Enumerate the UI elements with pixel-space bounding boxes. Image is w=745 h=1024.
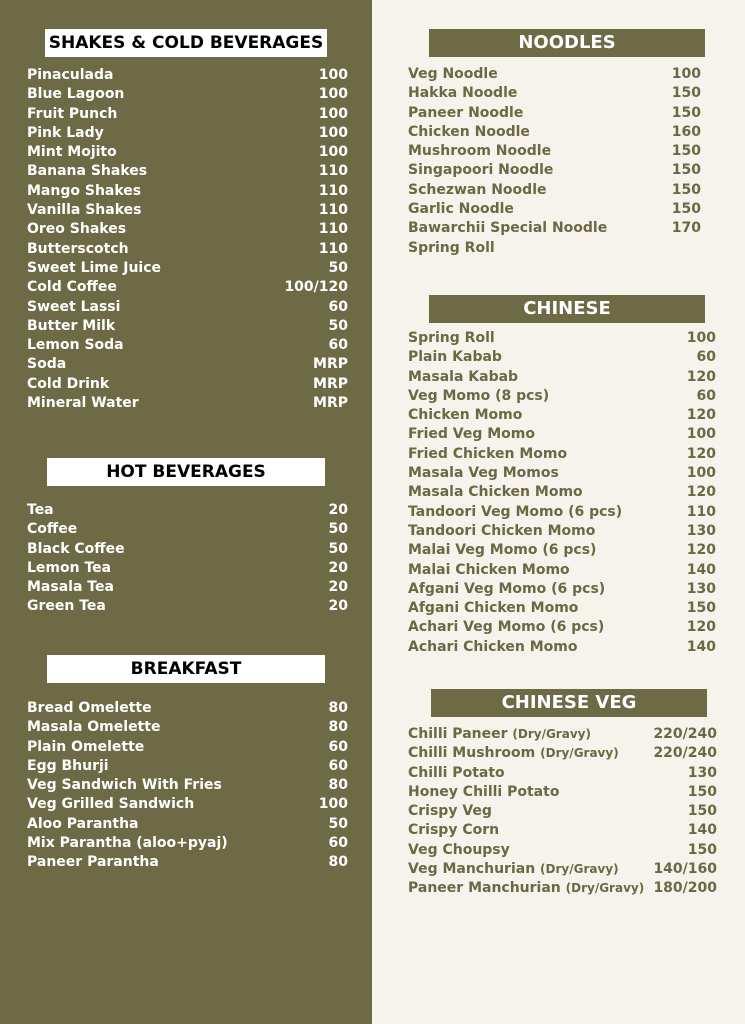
menu-item-price: MRP xyxy=(313,375,348,392)
menu-item-name-group xyxy=(27,259,161,278)
menu-item-price: 80 xyxy=(328,777,348,794)
menu-item-price: 100 xyxy=(318,796,348,813)
menu-item-name: Chilli Paneer xyxy=(408,726,508,742)
menu-item-name-group xyxy=(27,559,111,578)
menu-item-price: 130 xyxy=(687,764,717,781)
menu-item-name-group xyxy=(27,162,147,181)
menu-item-name-group xyxy=(408,161,553,180)
menu-item-name-group xyxy=(27,105,117,124)
menu-item-price: 50 xyxy=(328,815,348,832)
menu-item-name: Paneer Manchurian xyxy=(408,880,561,897)
menu-item xyxy=(27,336,348,355)
menu-item xyxy=(408,725,717,744)
menu-item-price: 60 xyxy=(696,349,716,366)
menu-item-name: Crispy Veg xyxy=(408,803,492,820)
menu-item xyxy=(408,181,701,200)
menu-item-name-group xyxy=(27,815,139,834)
menu-item-price: 100 xyxy=(686,465,716,482)
menu-item xyxy=(27,355,348,374)
menu-item-name: Chicken Noodle xyxy=(408,123,530,140)
menu-item-name-group xyxy=(27,240,129,259)
menu-item xyxy=(27,259,348,278)
menu-item-name: Lemon Soda xyxy=(27,337,124,354)
menu-item-name: Veg Sandwich With Fries xyxy=(27,777,222,794)
menu-item xyxy=(27,853,348,872)
menu-item-name-group xyxy=(408,425,535,444)
menu-item-name-group xyxy=(408,329,495,348)
menu-item xyxy=(408,744,717,763)
menu-item-name: Tea xyxy=(27,502,54,518)
menu-item-name-group xyxy=(408,65,498,84)
menu-item-name: Chilli Mushroom xyxy=(408,745,536,762)
menu-item xyxy=(408,580,716,599)
menu-item-name-group xyxy=(408,142,551,161)
menu-item xyxy=(27,776,348,795)
menu-item-name: Cold Coffee xyxy=(27,279,117,296)
menu-item xyxy=(27,317,348,336)
menu-item-price: 80 xyxy=(328,700,348,716)
menu-item xyxy=(408,638,716,657)
menu-item xyxy=(27,394,348,413)
menu-item-name: Achari Veg Momo (6 pcs) xyxy=(408,619,605,636)
menu-item-price: 150 xyxy=(687,841,717,858)
menu-item-name: Pink Lady xyxy=(27,124,104,141)
menu-item xyxy=(27,540,348,559)
menu-item xyxy=(27,124,348,143)
menu-item-name: Tandoori Chicken Momo xyxy=(408,522,596,539)
left-panel xyxy=(0,0,372,1024)
chinese-list xyxy=(408,329,716,657)
menu-item-price: 150 xyxy=(687,783,717,800)
menu-item-name: Mushroom Noodle xyxy=(408,143,552,160)
menu-item-price: 120 xyxy=(686,542,716,559)
menu-item-name-group xyxy=(27,278,117,297)
menu-item-name: Mango Shakes xyxy=(27,182,142,199)
menu-item xyxy=(27,834,348,853)
menu-item-name-group xyxy=(408,406,522,425)
menu-item-name-group xyxy=(408,84,517,103)
menu-item-name-group xyxy=(27,699,152,718)
menu-item-name-group xyxy=(27,375,109,394)
menu-item-price: 140 xyxy=(687,822,717,839)
menu-item xyxy=(408,764,717,783)
menu-item xyxy=(408,348,716,367)
menu-item xyxy=(27,578,348,597)
menu-item-name-group xyxy=(27,336,124,355)
menu-item-price: 110 xyxy=(318,163,348,180)
menu-item-price: 150 xyxy=(671,85,701,102)
menu-item xyxy=(408,860,717,879)
menu-item-name: Chilli Potato xyxy=(408,764,505,781)
menu-item-name-group xyxy=(408,104,523,123)
menu-item-name: Schezwan Noodle xyxy=(408,181,547,198)
menu-item-name-group xyxy=(27,124,104,143)
menu-item-price: 20 xyxy=(328,598,348,615)
menu-item-name-group xyxy=(27,718,160,737)
menu-item-name: Veg Manchurian xyxy=(408,861,536,878)
menu-item xyxy=(27,815,348,834)
menu-item-price: 110 xyxy=(318,240,348,257)
menu-item-name: Plain Omelette xyxy=(27,738,145,755)
menu-item-name-group xyxy=(408,464,559,483)
menu-item-price: 150 xyxy=(686,600,716,617)
menu-item-price: 150 xyxy=(671,143,701,160)
menu-item-price: 100 xyxy=(686,330,716,346)
menu-item-price: 100 xyxy=(318,105,348,122)
menu-item-name: Oreo Shakes xyxy=(27,221,127,238)
menu-item-price: 20 xyxy=(328,579,348,596)
menu-item-name: Malai Veg Momo (6 pcs) xyxy=(408,542,597,559)
menu-item-price: 60 xyxy=(696,387,716,404)
menu-item-name-group xyxy=(408,219,607,238)
menu-item-name: Paneer Parantha xyxy=(27,854,159,871)
menu-item-name: Mint Mojito xyxy=(27,144,117,161)
noodles-list xyxy=(408,65,701,258)
menu-item xyxy=(27,597,348,616)
menu-item xyxy=(408,142,701,161)
menu-item xyxy=(408,879,717,898)
menu-item-name-group xyxy=(27,853,159,872)
menu-item-name-group xyxy=(408,200,514,219)
chinese-veg-list xyxy=(408,725,717,899)
menu-item xyxy=(408,406,716,425)
menu-item-name: Veg Grilled Sandwich xyxy=(27,796,195,813)
menu-item-name: Masala Chicken Momo xyxy=(408,484,583,501)
menu-item-name-group xyxy=(408,387,549,406)
menu-item-name: Banana Shakes xyxy=(27,163,148,180)
menu-item xyxy=(27,66,348,85)
menu-item-name-group xyxy=(408,580,605,599)
menu-item-name-group xyxy=(408,764,505,783)
menu-item-price: 60 xyxy=(328,835,348,852)
menu-item-name-group xyxy=(408,123,530,142)
right-panel xyxy=(372,0,745,1024)
menu-item xyxy=(27,757,348,776)
menu-item-price: 100 xyxy=(318,144,348,161)
menu-item xyxy=(408,123,701,142)
menu-item xyxy=(408,368,716,387)
menu-item-price: 120 xyxy=(686,619,716,636)
menu-item-name-group xyxy=(27,501,54,520)
menu-item-name-group xyxy=(27,220,126,239)
menu-item xyxy=(408,425,716,444)
menu-item-price: 110 xyxy=(318,182,348,199)
menu-item xyxy=(408,200,701,219)
menu-item xyxy=(408,783,717,802)
menu-item-name-group xyxy=(408,483,583,502)
menu-item xyxy=(27,182,348,201)
menu-item-name-group xyxy=(27,355,66,374)
menu-item-name: Afgani Veg Momo (6 pcs) xyxy=(408,580,606,597)
menu-item-name: Egg Bhurji xyxy=(27,757,109,774)
menu-item-name-group xyxy=(27,298,120,317)
menu-item-name-group xyxy=(408,561,570,580)
menu-item-name: Spring Roll xyxy=(408,330,495,346)
hot-beverages-list xyxy=(27,501,348,617)
menu-item-price: 100 xyxy=(318,67,348,83)
menu-item-name: Vanilla Shakes xyxy=(27,202,142,219)
menu-item xyxy=(408,329,716,348)
menu-item-name: Lemon Tea xyxy=(27,559,112,576)
menu-item xyxy=(27,201,348,220)
menu-item xyxy=(408,483,716,502)
shakes-list xyxy=(27,66,348,413)
breakfast-list xyxy=(27,699,348,873)
menu-item xyxy=(27,501,348,520)
menu-item-name: Veg Noodle xyxy=(408,66,498,82)
menu-item-name: Green Tea xyxy=(27,598,106,615)
menu-item-price: 130 xyxy=(686,580,716,597)
menu-item-name: Soda xyxy=(27,356,67,373)
menu-item-name-group xyxy=(408,541,596,560)
menu-item-name-group xyxy=(27,540,125,559)
menu-item-name: Malai Chicken Momo xyxy=(408,561,570,578)
menu-item-name: Afgani Chicken Momo xyxy=(408,600,579,617)
menu-item-name: Masala Veg Momos xyxy=(408,465,559,482)
menu-item-price: 20 xyxy=(328,502,348,518)
menu-item-name: Crispy Corn xyxy=(408,822,500,839)
menu-item-name: Veg Choupsy xyxy=(408,841,510,858)
menu-item-price: 130 xyxy=(686,522,716,539)
menu-item-name: Cold Drink xyxy=(27,375,110,392)
menu-item-name-group xyxy=(27,394,139,413)
menu-item-name-group xyxy=(408,445,567,464)
menu-item-name-group xyxy=(27,578,114,597)
menu-item-price: 140 xyxy=(686,561,716,578)
menu-item-name-group xyxy=(408,181,546,200)
menu-item-price: 120 xyxy=(686,407,716,424)
menu-item-name: Coffee xyxy=(27,521,78,538)
menu-item-price: 220/240 xyxy=(653,745,717,762)
menu-item-price: 150 xyxy=(687,803,717,820)
menu-item-price: 110 xyxy=(318,202,348,219)
menu-item xyxy=(27,520,348,539)
menu-item-price: 140/160 xyxy=(653,861,717,878)
menu-item xyxy=(27,85,348,104)
menu-item-name-group xyxy=(27,66,113,85)
menu-item-name: Garlic Noodle xyxy=(408,201,514,218)
menu-item-price: 50 xyxy=(328,521,348,538)
menu-item-name-group xyxy=(27,85,124,104)
menu-item xyxy=(27,718,348,737)
menu-item-name-group xyxy=(408,879,644,898)
menu-item xyxy=(27,559,348,578)
breakfast-header: BREAKFAST xyxy=(47,655,325,683)
menu-item-name-group xyxy=(408,618,604,637)
menu-item-note: (Dry/Gravy) xyxy=(565,881,645,896)
menu-item-name: Paneer Noodle xyxy=(408,104,524,121)
menu-item-name: Pinaculada xyxy=(27,67,114,83)
menu-item-name-group xyxy=(27,757,109,776)
menu-item-name: Masala Kabab xyxy=(408,368,519,385)
menu-item xyxy=(27,795,348,814)
menu-item-name-group xyxy=(408,503,622,522)
menu-item xyxy=(27,240,348,259)
menu-item xyxy=(408,561,716,580)
menu-item-name-group xyxy=(408,860,619,879)
menu-item-price: 150 xyxy=(671,181,701,198)
menu-item-name-group xyxy=(27,317,115,336)
menu-item-note: (Dry/Gravy) xyxy=(540,862,619,877)
menu-item-price: 160 xyxy=(671,123,701,140)
menu-item xyxy=(408,802,717,821)
menu-item xyxy=(408,541,716,560)
menu-item-price: 100 xyxy=(318,124,348,141)
shakes-header: SHAKES & COLD BEVERAGES xyxy=(45,29,327,57)
menu-item-price: 80 xyxy=(328,854,348,871)
menu-item-name-group xyxy=(408,783,559,802)
hot-beverages-header: HOT BEVERAGES xyxy=(47,458,325,486)
menu-item-price: 180/200 xyxy=(653,880,717,897)
menu-item-price: 100 xyxy=(671,66,701,82)
menu-item-name-group xyxy=(27,834,228,853)
menu-item-name-group xyxy=(27,776,222,795)
menu-item xyxy=(408,65,701,84)
menu-item-name-group xyxy=(408,802,492,821)
menu-item-price: 120 xyxy=(686,445,716,462)
menu-item xyxy=(408,219,701,238)
menu-item-name: Aloo Parantha xyxy=(27,815,139,832)
menu-item xyxy=(408,84,701,103)
menu-item xyxy=(408,503,716,522)
menu-item-name: Achari Chicken Momo xyxy=(408,638,578,655)
menu-item-price: MRP xyxy=(313,356,348,373)
menu-item xyxy=(408,841,717,860)
menu-item-name: Singapoori Noodle xyxy=(408,162,554,179)
menu-item-name-group xyxy=(408,368,518,387)
menu-item-name-group xyxy=(408,599,578,618)
menu-item xyxy=(27,143,348,162)
chinese-veg-header: CHINESE VEG xyxy=(431,689,707,717)
menu-item xyxy=(27,699,348,718)
menu-item xyxy=(27,162,348,181)
menu-item-name: Sweet Lassi xyxy=(27,298,121,315)
menu-item-price: 150 xyxy=(671,162,701,179)
menu-item-name: Spring Roll xyxy=(408,239,495,256)
menu-item-name-group xyxy=(27,201,141,220)
menu-item-name-group xyxy=(27,795,194,814)
menu-item-name: Fried Veg Momo xyxy=(408,426,535,443)
menu-item-name: Mix Parantha (aloo+pyaj) xyxy=(27,835,228,852)
menu-item-price: 100/120 xyxy=(284,279,348,296)
menu-item-name: Veg Momo (8 pcs) xyxy=(408,387,550,404)
menu-item-price: 110 xyxy=(318,221,348,238)
menu-item-price: 50 xyxy=(328,259,348,276)
menu-item xyxy=(408,599,716,618)
menu-item-price: 60 xyxy=(328,757,348,774)
menu-item-price: 170 xyxy=(671,220,701,237)
menu-item-name: Butter Milk xyxy=(27,317,116,334)
menu-item-price: 60 xyxy=(328,337,348,354)
menu-item-name-group xyxy=(27,738,144,757)
menu-item-name: Hakka Noodle xyxy=(408,85,518,102)
menu-item xyxy=(408,239,701,258)
menu-item-name: Bawarchii Special Noodle xyxy=(408,220,608,237)
menu-item-name-group xyxy=(408,638,578,657)
menu-item-name-group xyxy=(408,348,502,367)
menu-item xyxy=(27,738,348,757)
menu-item xyxy=(408,445,716,464)
menu-item-price: 100 xyxy=(686,426,716,443)
menu-item-name: Chicken Momo xyxy=(408,407,523,424)
menu-item-name-group xyxy=(27,143,117,162)
menu-item-name-group xyxy=(27,182,141,201)
menu-item xyxy=(408,161,701,180)
menu-item-name: Masala Omelette xyxy=(27,719,161,736)
menu-item-price: 150 xyxy=(671,104,701,121)
menu-item xyxy=(408,821,717,840)
menu-item-price: 50 xyxy=(328,317,348,334)
menu-item-price: 110 xyxy=(686,503,716,520)
menu-item xyxy=(408,522,716,541)
menu-item-name: Sweet Lime Juice xyxy=(27,259,162,276)
menu-item-price: 60 xyxy=(328,298,348,315)
menu-item-name: Plain Kabab xyxy=(408,349,502,366)
menu-item-note: (Dry/Gravy) xyxy=(540,746,619,761)
menu-item-price: 120 xyxy=(686,484,716,501)
menu-item-note: (Dry/Gravy) xyxy=(512,727,591,741)
menu-item xyxy=(408,387,716,406)
menu-item-name: Mineral Water xyxy=(27,395,139,412)
noodles-header: NOODLES xyxy=(429,29,705,57)
menu-item xyxy=(27,298,348,317)
menu-item-name-group xyxy=(408,841,510,860)
menu-item-name: Butterscotch xyxy=(27,240,129,257)
menu-item-price: 20 xyxy=(328,559,348,576)
menu-item-name: Honey Chilli Potato xyxy=(408,783,560,800)
menu-item-name-group xyxy=(408,725,591,744)
menu-item-name: Tandoori Veg Momo (6 pcs) xyxy=(408,503,623,520)
menu-item xyxy=(27,105,348,124)
menu-item xyxy=(27,375,348,394)
menu-item-price: 80 xyxy=(328,719,348,736)
menu-item xyxy=(27,278,348,297)
menu-item xyxy=(27,220,348,239)
menu-item-price: 60 xyxy=(328,738,348,755)
menu-item-name-group xyxy=(27,520,77,539)
menu-item-name-group xyxy=(408,522,595,541)
menu-item-price: 140 xyxy=(686,638,716,655)
menu-item-name: Fruit Punch xyxy=(27,105,118,122)
menu-item-price: MRP xyxy=(313,395,348,412)
menu-item-name: Masala Tea xyxy=(27,579,114,596)
menu-item-price: 220/240 xyxy=(653,726,717,742)
menu-item xyxy=(408,104,701,123)
menu-item-name-group xyxy=(408,239,495,258)
menu-item-price: 50 xyxy=(328,540,348,557)
menu-item xyxy=(408,464,716,483)
menu-item-name-group xyxy=(27,597,106,616)
menu-item xyxy=(408,618,716,637)
menu-item-name-group xyxy=(408,744,619,763)
menu-item-price: 100 xyxy=(318,86,348,103)
menu-item-price: 120 xyxy=(686,368,716,385)
menu-item-price: 150 xyxy=(671,201,701,218)
menu-item-name: Black Coffee xyxy=(27,540,125,557)
chinese-header: CHINESE xyxy=(429,295,705,323)
menu-item-name-group xyxy=(408,821,499,840)
menu-item-name: Blue Lagoon xyxy=(27,86,125,103)
menu-item-name: Fried Chicken Momo xyxy=(408,445,568,462)
menu-item-name: Bread Omelette xyxy=(27,700,152,716)
